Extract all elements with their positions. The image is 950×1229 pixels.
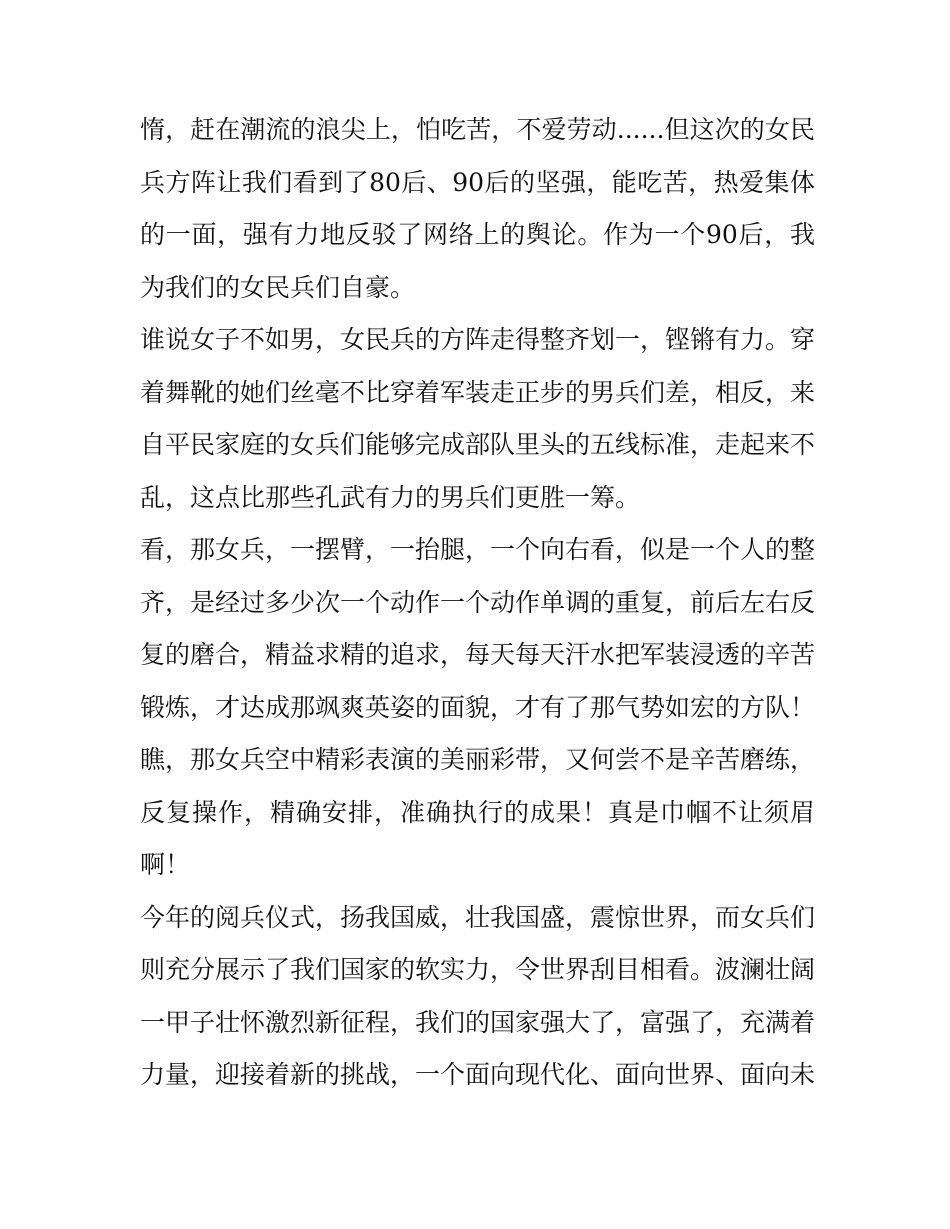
text-line: 啊！: [140, 850, 191, 879]
text-line: 反复操作，精确安排，准确执行的成果！真是巾帼不让须眉: [140, 797, 815, 827]
text-line: 锻炼，才达成那飒爽英姿的面貌，才有了那气势如宏的方队！: [140, 692, 816, 722]
paragraph-4: [140, 892, 815, 1102]
text-line: 一甲子壮怀激烈新征程，我们的国家强大了，富强了，充满着: [140, 1007, 816, 1037]
body-text: [140, 104, 815, 1102]
text-line: 看，那女兵，一摆臂，一抬腿，一个向右看，似是一个人的整: [140, 535, 816, 564]
text-line: 力量，迎接着新的挑战，一个面向现代化、面向世界、面向未: [140, 1060, 816, 1089]
text-line: 今年的阅兵仪式，扬我国威，壮我国盛，震惊世界，而女兵们: [140, 902, 816, 932]
text-line: 则充分展示了我们国家的软实力，令世界刮目相看。波澜壮阔: [140, 955, 816, 984]
text-line: 惰，赶在潮流的浪尖上，怕吃苦，不爱劳动......但这次的女民: [140, 115, 815, 144]
text-line: 兵方阵让我们看到了80后、90后的坚强，能吃苦，热爱集体: [140, 167, 815, 197]
text-line: 谁说女子不如男，女民兵的方阵走得整齐划一，铿锵有力。穿: [140, 325, 816, 354]
text-line: 乱，这点比那些孔武有力的男兵们更胜一筹。: [140, 482, 641, 512]
paragraph-3: [140, 524, 815, 892]
paragraph-1: [140, 104, 815, 314]
text-line: 复的磨合，精益求精的追求，每天每天汗水把军装浸透的辛苦: [140, 640, 816, 669]
text-line: 瞧，那女兵空中精彩表演的美丽彩带，又何尝不是辛苦磨练，: [140, 745, 816, 774]
text-line: 着舞靴的她们丝毫不比穿着军装走正步的男兵们差，相反，来: [140, 377, 816, 407]
text-line: 的一面，强有力地反驳了网络上的舆论。作为一个90后，我: [140, 220, 815, 249]
text-line: 自平民家庭的女兵们能够完成部队里头的五线标准，走起来不: [140, 430, 816, 459]
text-line: 齐，是经过多少次一个动作一个动作单调的重复，前后左右反: [140, 587, 816, 617]
paragraph-2: [140, 314, 815, 524]
text-line: 为我们的女民兵们自豪。: [140, 272, 416, 302]
